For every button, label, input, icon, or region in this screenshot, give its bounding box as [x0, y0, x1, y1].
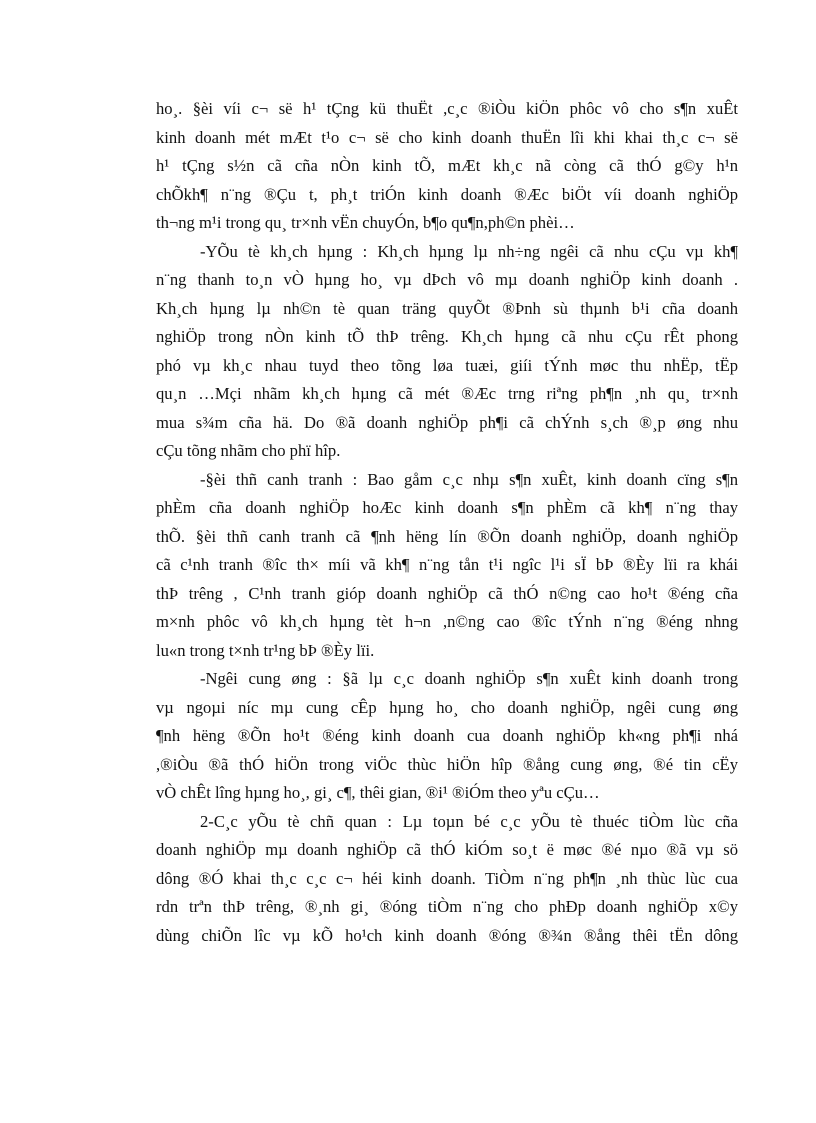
text-line: thÞ trêng , C¹nh tranh gióp doanh nghiÖp cã thÓ n©ng cao ho¹t ®éng cña: [156, 583, 738, 603]
text-line: dùng chiÕn lîc vµ kÕ ho¹ch kinh doanh ®óng ®¾n ®ång thêi tËn dông: [156, 925, 738, 945]
text-line: -Ngêi cung øng : §ã lµ c¸c doanh nghiÖp s¶n xuÊt kinh doanh trong: [200, 669, 738, 688]
text-line: 2-C¸c yÕu tè chñ quan : Lµ toµn bé c¸c yÕu tè thuéc tiÒm lùc cña: [200, 811, 738, 831]
text-line: ho¸. §èi víi c¬ së h¹ tÇng kü thuËt ,c¸c ®iÒu kiÖn phôc vô cho s¶n xuÊt: [156, 99, 738, 118]
text-line: n¨ng thanh to¸n vÒ hµng ho¸ vµ dÞch vô mµ doanh nghiÖp kinh doanh .: [156, 270, 738, 289]
text-line: m×nh phôc vô kh¸ch hµng tèt h¬n ,n©ng cao ®îc tÝnh n¨ng ®éng nhng: [156, 612, 738, 631]
text-line: h¹ tÇng s½n cã cña nÒn kinh tÕ, mÆt kh¸c nã còng cã thÓ g©y h¹n: [156, 156, 738, 175]
text-line: doanh nghiÖp mµ doanh nghiÖp cã thÓ kiÓm so¸t ë møc ®é nµo ®ã vµ sö: [156, 840, 738, 859]
text-line: Kh¸ch hµng lµ nh©n tè quan träng quyÕt ®Þnh sù thµnh b¹i cña doanh: [156, 298, 738, 318]
text-line: chÕkh¶ n¨ng ®Çu t, ph¸t triÓn kinh doanh ®Æc biÖt víi doanh nghiÖp: [156, 184, 738, 204]
text-line: thÕ. §èi thñ canh tranh cã ¶nh hëng lín ®Õn doanh nghiÖp, doanh nghiÖp: [156, 526, 738, 546]
text-line: qu¸n …Mçi nhãm kh¸ch hµng cã mét ®Æc trng riªng ph¶n ¸nh qu¸ tr×nh: [156, 384, 738, 403]
body-text: [156, 95, 738, 950]
text-line: kinh doanh mét mÆt t¹o c¬ së cho kinh doanh thuËn lîi khi khai th¸c c¬ së: [156, 127, 738, 147]
text-line: ,®iÒu ®ã thÓ hiÖn trong viÖc thùc hiÖn hîp ®ång cung øng, ®é tin cËy: [156, 754, 738, 774]
text-line: th¬ng m¹i trong qu¸ tr×nh vËn chuyÓn, b¶o qu¶n,ph©n phèi…: [156, 213, 575, 232]
text-line: -YÕu tè kh¸ch hµng : Kh¸ch hµng lµ nh÷ng ngêi cã nhu cÇu vµ kh¶: [200, 241, 738, 261]
text-line: -§èi thñ canh tranh : Bao gåm c¸c nhµ s¶n xuÊt, kinh doanh cïng s¶n: [200, 469, 738, 489]
text-line: dông ®Ó khai th¸c c¸c c¬ héi kinh doanh. TiÒm n¨ng ph¶n ¸nh thùc lùc cua: [156, 868, 738, 888]
text-line: cÇu tõng nhãm cho phï hîp.: [156, 441, 341, 460]
text-line: rdn trªn thÞ trêng, ®¸nh gi¸ ®óng tiÒm n¨ng cho phÐp doanh nghiÖp x©y: [156, 897, 738, 916]
text-line: phÈm cña doanh nghiÖp hoÆc kinh doanh s¶n phÈm cã kh¶ n¨ng thay: [156, 498, 738, 517]
text-line: cã c¹nh tranh ®îc th× míi vã kh¶ n¨ng tån t¹i ngîc l¹i sÏ bÞ ®Èy lïi ra khái: [156, 555, 738, 574]
text-line: mua s¾m cña hä. Do ®ã doanh nghiÖp ph¶i cã chÝnh s¸ch ®¸p øng nhu: [156, 412, 738, 432]
text-line: vµ ngoµi níc mµ cung cÊp hµng ho¸ cho doanh nghiÖp, ngêi cung øng: [156, 697, 738, 717]
text-line: phó vµ kh¸c nhau tuyd theo tõng løa tuæi, giíi tÝnh møc thu nhËp, tËp: [156, 355, 738, 375]
text-line: ¶nh hëng ®Õn ho¹t ®éng kinh doanh cua doanh nghiÖp kh«ng ph¶i nhá: [156, 726, 738, 745]
text-line: vÒ chÊt lîng hµng ho¸, gi¸ c¶, thêi gian, ®i¹ ®iÓm theo yªu cÇu…: [156, 783, 600, 802]
text-line: lu«n trong t×nh tr¹ng bÞ ®Èy lïi.: [156, 640, 375, 660]
text-line: nghiÖp trong nÒn kinh tÕ thÞ trêng. Kh¸ch hµng cã nhu cÇu rÊt phong: [156, 327, 738, 346]
